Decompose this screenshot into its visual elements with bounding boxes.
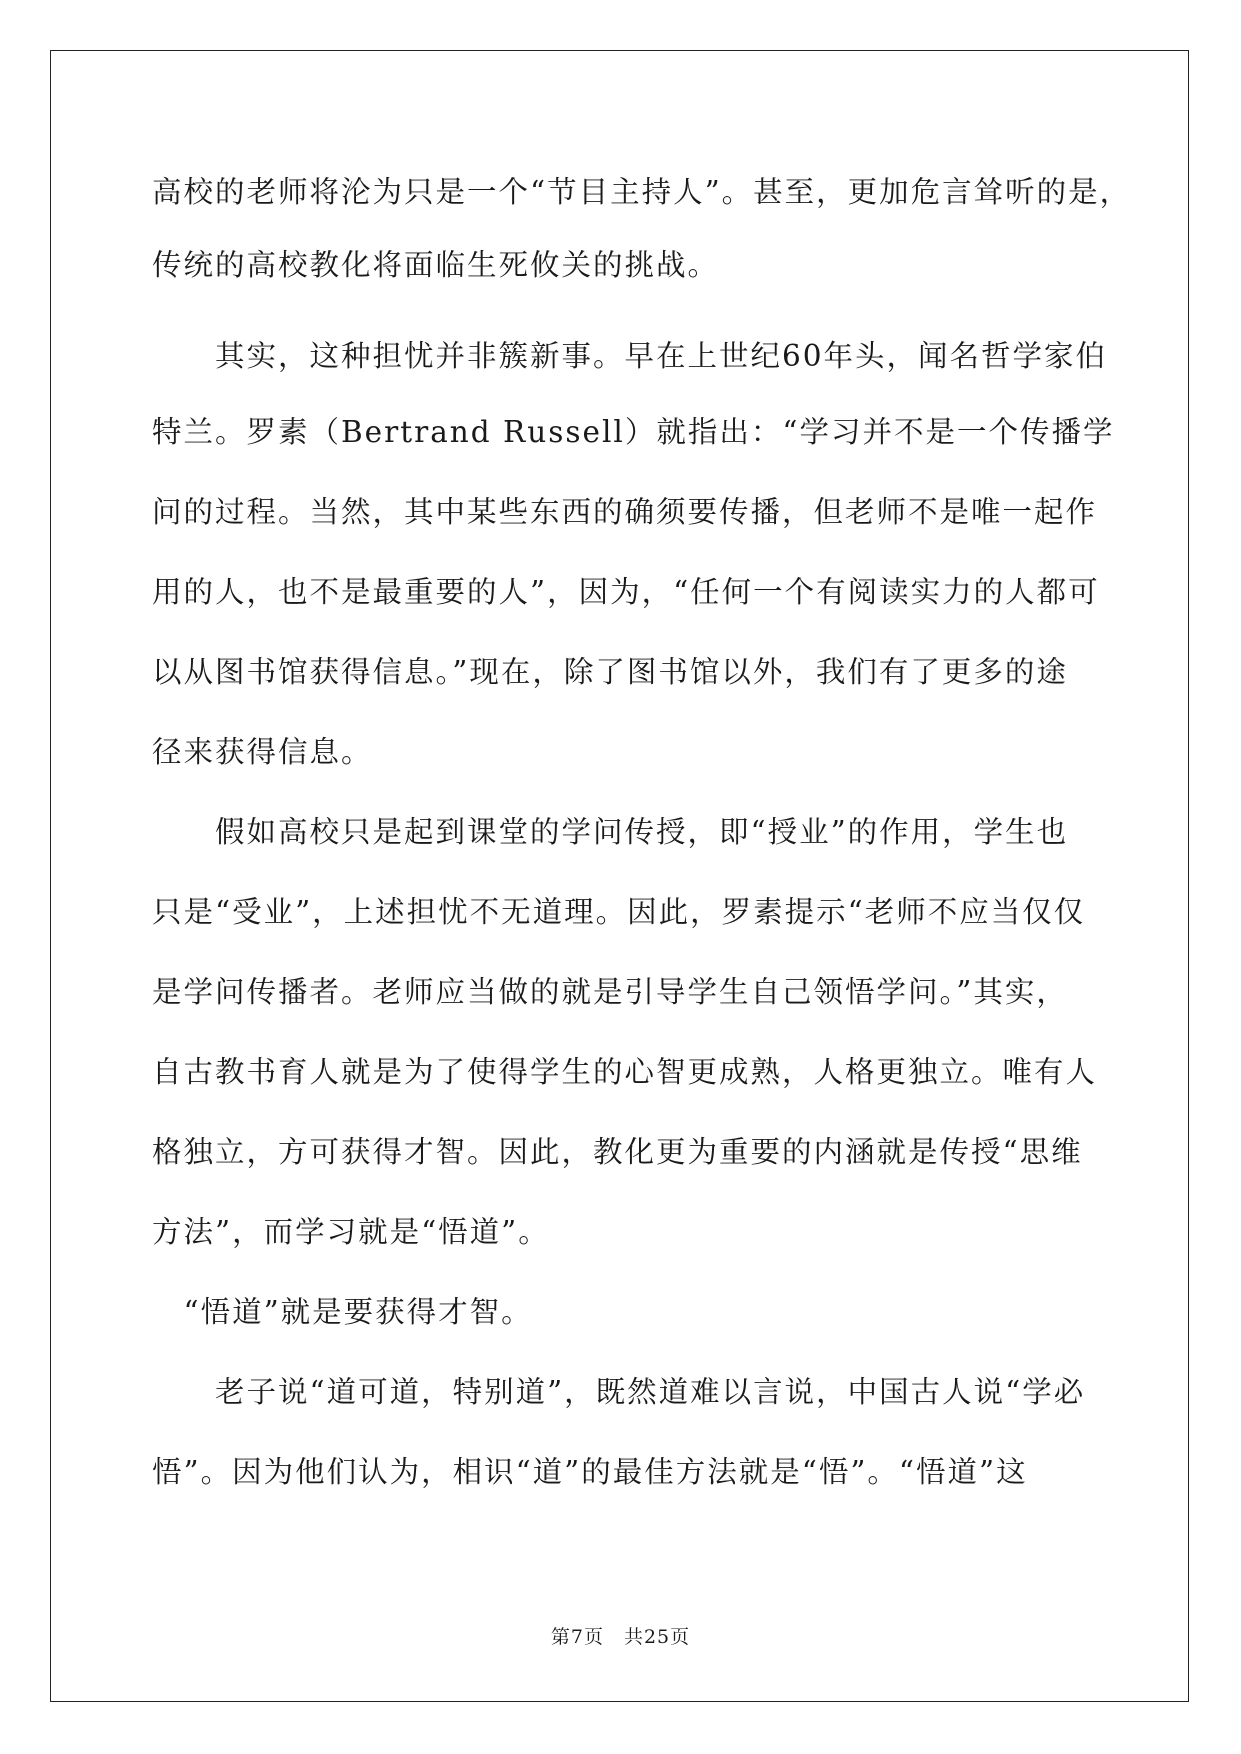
text-line: 问的过程。当然，其中某些东西的确须要传播，但老师不是唯一起作	[152, 495, 1098, 529]
text-line: 特兰。罗素（Bertrand Russell）就指出：“学习并不是一个传播学	[152, 415, 1115, 449]
text-line: 老子说“道可道，特别道”，既然道难以言说，中国古人说“学必	[152, 1375, 1086, 1409]
text-line: 悟”。因为他们认为，相识“道”的最佳方法就是“悟”。“悟道”这	[152, 1455, 1028, 1489]
text-line: 以从图书馆获得信息。”现在，除了图书馆以外，我们有了更多的途	[152, 655, 1068, 689]
text-line: 径来获得信息。	[152, 735, 373, 769]
text-line: 方法”，而学习就是“悟道”。	[152, 1215, 550, 1249]
text-line: 自古教书育人就是为了使得学生的心智更成熟，人格更独立。唯有人	[152, 1055, 1098, 1089]
text-line: 传统的高校教化将面临生死攸关的挑战。	[152, 248, 720, 282]
text-line: 格独立，方可获得才智。因此，教化更为重要的内涵就是传授“思维	[152, 1135, 1083, 1169]
page-number: 第7页 共25页	[550, 1626, 691, 1648]
text-line: 假如高校只是起到课堂的学问传授，即“授业”的作用，学生也	[152, 815, 1069, 849]
text-line: 其实，这种担忧并非簇新事。早在上世纪60年头，闻名哲学家伯	[152, 339, 1108, 373]
text-line: “悟道”就是要获得才智。	[152, 1295, 533, 1329]
text-line: 高校的老师将沦为只是一个“节目主持人”。甚至，更加危言耸听的是，	[152, 175, 1132, 209]
text-line: 是学问传播者。老师应当做的就是引导学生自己领悟学问。”其实，	[152, 975, 1068, 1009]
text-line: 只是“受业”，上述担忧不无道理。因此，罗素提示“老师不应当仅仅	[152, 895, 1086, 929]
text-line: 用的人，也不是最重要的人”，因为，“任何一个有阅读实力的人都可	[152, 575, 1100, 609]
